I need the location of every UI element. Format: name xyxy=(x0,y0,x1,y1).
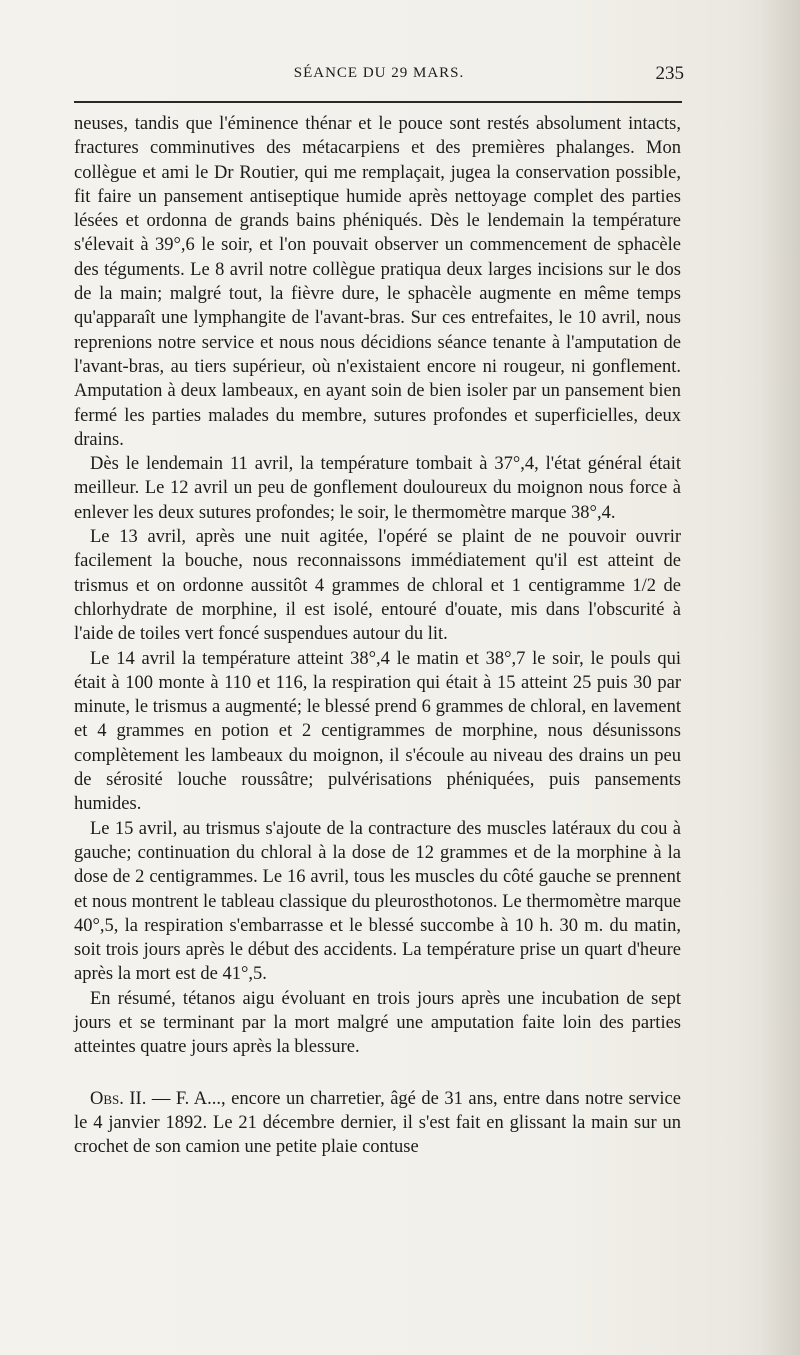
observation-text: — F. A..., encore un charretier, âgé de 31 ans, entre dans notre service le 4 janvier 1892. Le 21 décembre dernier, il s'est fait en glissant la main sur un crochet de son camion une petite plaie contuse xyxy=(74,1088,681,1158)
paragraph-1: neuses, tandis que l'éminence thénar et le pouce sont restés absolument intacts, fractures comminutives des métacarpiens et des premières phalanges. Mon collègue et ami le Dr Routier, qui me remplaçait, jugea la conservation possible, fit faire un pansement antiseptique humide après nettoyage complet des parties lésées et ordonna de grands bains phéniqués. Dès le lendemain la température s'élevait à 39°,6 le soir, et l'on pouvait observer un commencement de sphacèle des téguments. Le 8 avril notre collègue pratiqua deux larges incisions sur le dos de la main; malgré tout, la fièvre dure, le sphacèle augmente en même temps qu'apparaît une lymphangite de l'avant-bras. Sur ces entrefaites, le 10 avril, nous reprenions notre service et nous nous décidions séance tenante à l'amputation de l'avant-bras, au tiers supérieur, où n'existaient encore ni rougeur, ni gonflement. Amputation à deux lambeaux, en ayant soin de bien isoler par un pansement bien fermé les parties malades du membre, sutures profondes et superficielles, deux drains. xyxy=(74,114,681,450)
page-edge-shadow xyxy=(760,0,800,1355)
paragraph-3: Le 13 avril, après une nuit agitée, l'opéré se plaint de ne pouvoir ouvrir facilement la bouche, nous reconnaissons immédiatement qu'il est atteint de trismus et on ordonne aussitôt 4 grammes de chloral et 1 centigramme 1/2 de chlorhydrate de morphine, il est isolé, entouré d'ouate, mis dans l'obscurité à l'aide de toiles vert foncé suspendues autour du lit. xyxy=(74,527,681,645)
observation-paragraph xyxy=(74,1087,681,1160)
paragraph-2: Dès le lendemain 11 avril, la température tombait à 37°,4, l'état général était meilleur. Le 12 avril un peu de gonflement douloureux du moignon nous force à enlever les deux sutures profondes; le soir, le thermomètre marque 38°,4. xyxy=(74,454,681,523)
running-title: SÉANCE DU 29 MARS. xyxy=(293,65,465,81)
body-text xyxy=(74,112,681,1159)
observation-label: Obs. II. xyxy=(90,1088,147,1109)
running-header xyxy=(74,63,684,91)
paragraph-5: Le 15 avril, au trismus s'ajoute de la contracture des muscles latéraux du cou à gauche; continuation du chloral à la dose de 12 grammes et de la morphine à la dose de 2 centigrammes. Le 16 avril, tous les muscles du côté gauche se prennent et nous montrent le tableau classique du pleurosthotonos. Le thermomètre marque 40°,5, la respiration s'embarrasse et le blessé succombe à 10 h. 30 m. du matin, soit trois jours après le début des accidents. La température prise un quart d'heure après la mort est de 41°,5. xyxy=(74,818,681,985)
paragraph-4: Le 14 avril la température atteint 38°,4 le matin et 38°,7 le soir, le pouls qui était à 100 monte à 110 et 116, la respiration qui était à 15 atteint 25 puis 30 par minute, le trismus a augmenté; le blessé prend 6 grammes de chloral, en lavement et 4 grammes en potion et 2 centigrammes de morphine, nous désunissons complètement les lambeaux du moignon, il s'écoule au niveau des drains un peu de sérosité louche roussâtre; pulvérisations phéniquées, puis pansements humides. xyxy=(74,648,681,815)
paragraph-6: En résumé, tétanos aigu évoluant en trois jours après une incubation de sept jours et se terminant par la mort malgré une amputation faite loin des parties atteintes quatre jours après la blessure. xyxy=(74,988,681,1058)
header-rule xyxy=(74,101,682,103)
page-number: 235 xyxy=(655,63,684,84)
